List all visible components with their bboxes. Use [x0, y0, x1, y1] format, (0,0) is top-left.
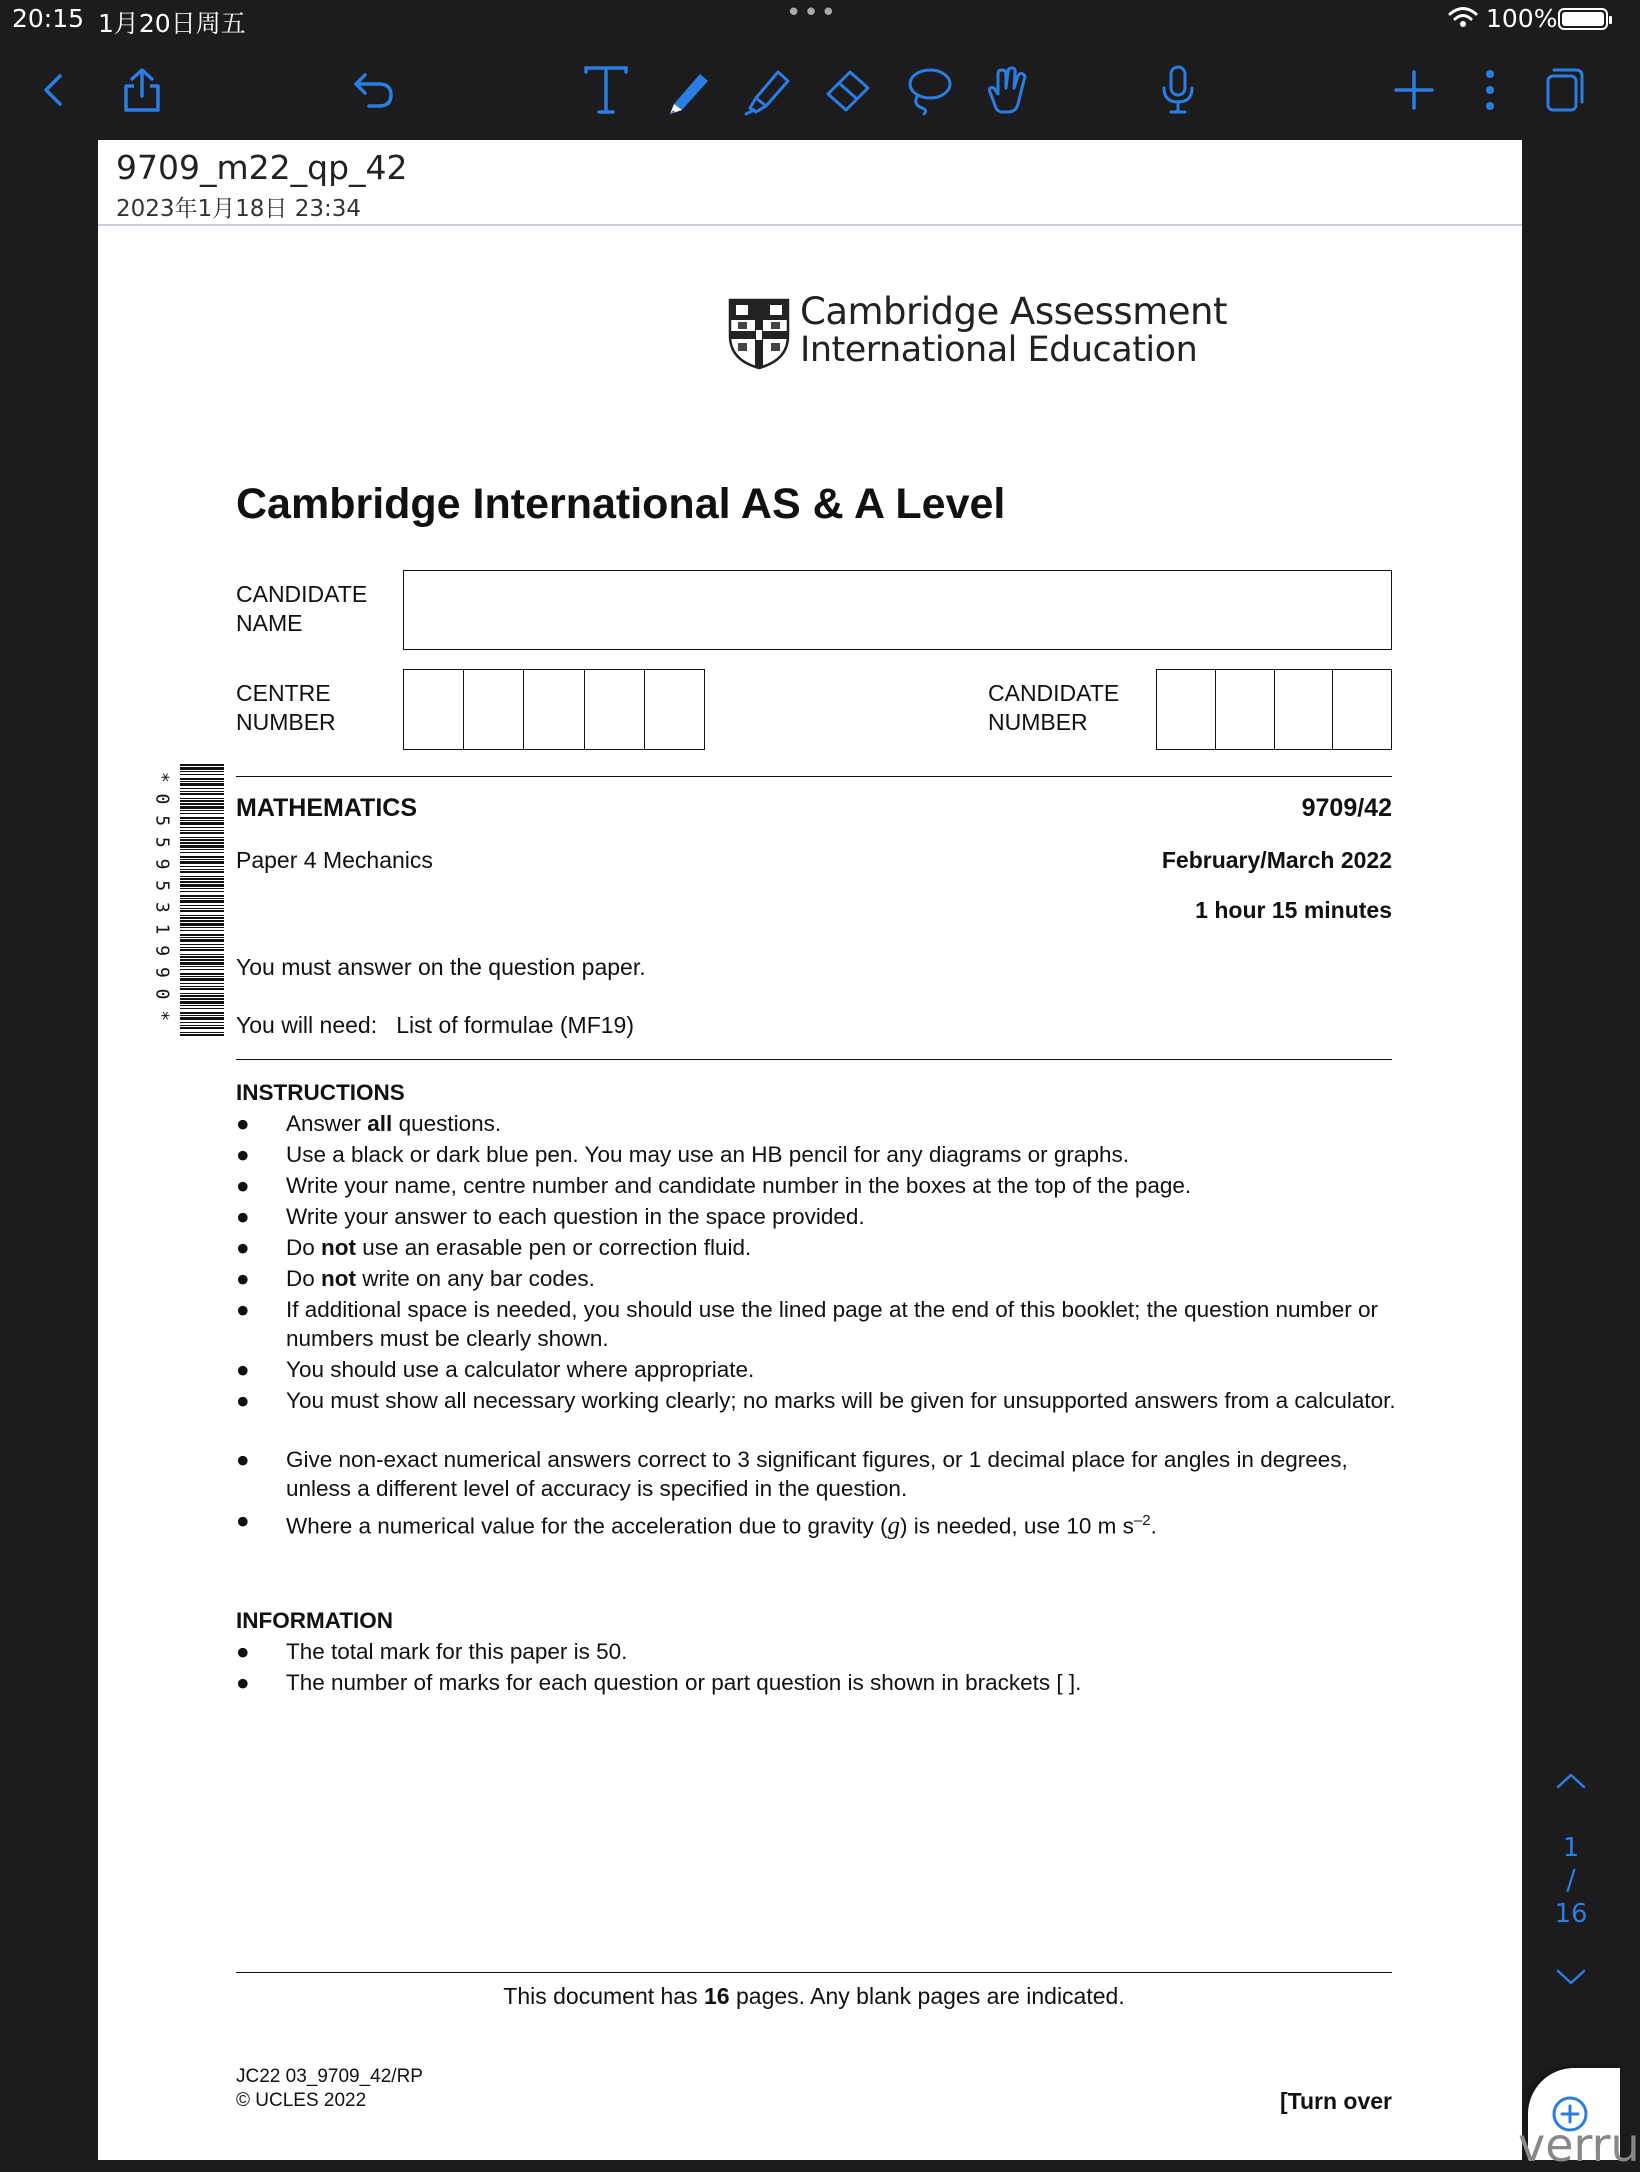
pen-icon[interactable] [660, 60, 720, 120]
barcode-bars [180, 764, 224, 1036]
paper-code: 9709/42 [1301, 794, 1392, 822]
page-down-icon[interactable] [1555, 1967, 1587, 1987]
turn-over: [Turn over [1279, 2088, 1392, 2114]
divider-bottom [236, 1972, 1392, 1973]
lasso-icon[interactable] [898, 60, 958, 120]
document-page[interactable]: 9709_m22_qp_42 2023年1月18日 23:34 Cambridge Assessment International Education Cambridge International AS & A Level CANDIDATE NAME CENTRE NUMBER CANDIDATE NUMBER * 0 5 5 9 5 3 1 9 9 0 * MATHEMATICS 9709/42 Paper 4 Mechanics February/March 2022 1 hour 15 minutes You must answer on the question paper. You will need: List of formulae (MF19) INSTRUCTIONS ● Answer all questions. ● Use a black or dark blue pen. You may use an HB pencil for any diagrams or graphs. ● Write your name, centre number and candidate number in the boxes at the top of the page. ● Write your answer to each question in the space provided. ● Do not use an erasable pen or correction fluid. ● Do not write on any bar codes. ● If additional space is needed, you should use the lined page at the end of this booklet; the question number or numbers must be clearly shown. ● You should use a calculator where appropriate. ● You must show all necessary working clearly; no marks will be given for unsupported answers from a calculator. ● Give non-exact numerical answers correct to 3 significant figures, or 1 decimal place for angles in degrees, unless a different level of accuracy is specified in the question. ● Where a numerical value for the acceleration due to gravity (g) is needed, use 10 m $s^{-2}$. INFORMATION ● The total mark for this paper is 50. ● The number of marks for each question or part question is shown in brackets [ ]. This document has 16 pages. Any blank pages are indicated. JC22 03_9709_42/RP © UCLES 2022 [Turn over [98, 140, 1522, 2160]
multitasking-dots-icon[interactable]: ••• [786, 0, 839, 28]
candidate-name-label: CANDIDATE NAME [236, 581, 368, 636]
instruction-item: ● Give non-exact numerical answers correct to 3 significant figures, or 1 decimal place for angles in degrees, unless a different level of accuracy is specified in the question. [236, 1447, 1348, 1501]
undo-icon[interactable] [344, 60, 404, 120]
logo-text-line1: Cambridge Assessment [800, 290, 1227, 333]
logo-text-line2: International Education [800, 330, 1198, 370]
subject: MATHEMATICS [236, 794, 417, 822]
need-line: You will need: List of formulae (MF19) [236, 1012, 635, 1038]
total-pages: 16 [1554, 1899, 1588, 1929]
exam-session: February/March 2022 [1161, 847, 1392, 873]
candidate-number-label: CANDIDATE NUMBER [988, 680, 1120, 735]
back-icon[interactable] [24, 60, 84, 120]
centre-number-boxes[interactable] [403, 669, 705, 750]
add-icon[interactable] [1384, 60, 1444, 120]
paper-name: Paper 4 Mechanics [236, 847, 433, 873]
status-bar [0, 0, 1620, 40]
reference-code: JC22 03_9709_42/RP [236, 2066, 423, 2087]
page-separator: / [1566, 1863, 1576, 1896]
document-modified-date: 2023年1月18日 23:34 [116, 196, 362, 222]
barcode-number: * 0 5 5 9 5 3 1 9 9 0 * [151, 771, 173, 1022]
text-tool-icon[interactable] [576, 60, 636, 120]
divider-top [236, 776, 1392, 777]
battery-percent: 100% [1486, 4, 1558, 33]
watermark: verru [1518, 2118, 1640, 2172]
cambridge-shield-logo [728, 298, 790, 370]
status-date: 1月20日周五 [98, 9, 246, 38]
current-page: 1 [1562, 1833, 1580, 1863]
eraser-icon[interactable] [818, 60, 878, 120]
instruction-item: ● If additional space is needed, you should use the lined page at the end of this booklet; the question number or numbers must be clearly shown. [236, 1297, 1379, 1351]
centre-number-label: CENTRE NUMBER [236, 680, 336, 735]
exam-duration: 1 hour 15 minutes [1195, 897, 1392, 923]
answer-note: You must answer on the question paper. [236, 954, 646, 980]
instruction-item: ● You must show all necessary working clearly; no marks will be given for unsupported answers from a calculator. [236, 1388, 1396, 1413]
information-heading: INFORMATION [236, 1608, 394, 1633]
status-time: 20:15 [12, 4, 85, 33]
hand-tool-icon[interactable] [976, 60, 1036, 120]
copyright: © UCLES 2022 [236, 2090, 367, 2111]
page-heading: Cambridge International AS & A Level [236, 480, 1006, 528]
instructions-heading: INSTRUCTIONS [236, 1080, 405, 1105]
document-title: 9709_m22_qp_42 [116, 148, 408, 187]
page-up-icon[interactable] [1555, 1771, 1587, 1791]
more-icon[interactable] [1460, 60, 1520, 120]
candidate-number-boxes[interactable] [1156, 669, 1392, 750]
document-header [98, 140, 1522, 226]
highlighter-icon[interactable] [738, 60, 798, 120]
wifi-icon [1448, 6, 1478, 28]
battery-icon [1558, 8, 1608, 30]
divider-middle [236, 1059, 1392, 1060]
toolbar [0, 40, 1620, 140]
pages-icon[interactable] [1534, 60, 1594, 120]
page-count-note: This document has 16 pages. Any blank pages are indicated. [503, 1983, 1125, 2009]
share-icon[interactable] [112, 60, 172, 120]
candidate-name-box[interactable] [403, 570, 1392, 650]
microphone-icon[interactable] [1148, 60, 1208, 120]
barcode [144, 764, 226, 1036]
